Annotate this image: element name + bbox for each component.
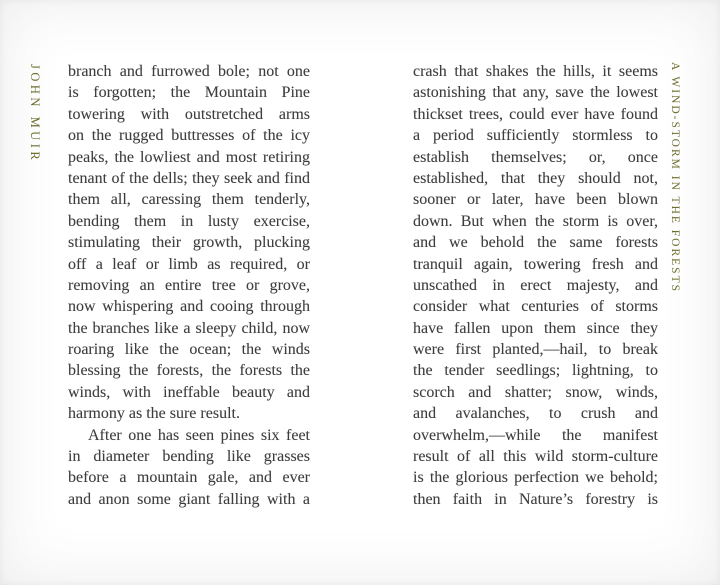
text-line: stimulating their growth, plucking (68, 234, 310, 252)
left-page-text-column (68, 61, 310, 510)
text-line: astonishing that any, save the lowest (413, 84, 658, 102)
text-line: tranquil again, towering fresh and (413, 255, 658, 273)
author-running-head: JOHN MUIR (28, 64, 42, 164)
text-line: result of all this wild storm-culture (413, 448, 658, 466)
text-line: overwhelm,—while the manifest (413, 426, 658, 444)
text-line: peaks, the lowliest and most retiring (68, 148, 310, 166)
text-line: crash that shakes the hills, it seems (413, 63, 658, 80)
right-page-text-column (413, 61, 658, 510)
text-line: towering with outstretched arms (68, 105, 310, 123)
text-line: the branches like a sleepy child, now (68, 319, 310, 337)
text-line: branch and furrowed bole; not one (68, 63, 310, 80)
text-line: on the rugged buttresses of the icy (68, 127, 310, 145)
text-line: a period sufficiently stormless to (413, 127, 658, 145)
text-line: bending them in lusty exercise, (68, 212, 310, 230)
text-line: were first planted,—hail, to break (413, 341, 658, 359)
chapter-running-head: A WIND-STORM IN THE FORESTS (669, 62, 681, 293)
text-line: consider what centuries of storms (413, 298, 658, 316)
text-line: them all, caressing them tenderly, (68, 191, 310, 209)
text-line: sooner or later, have been blown (413, 191, 658, 209)
text-line: is the glorious perfection we behold; (413, 469, 658, 487)
text-line: tenant of the dells; they seek and find (68, 169, 310, 187)
text-line: have fallen upon them since they (413, 319, 658, 337)
text-line: and we behold the same forests (413, 234, 658, 252)
text-line: and anon some giant falling with a (68, 490, 310, 508)
text-line: removing an entire tree or grove, (68, 276, 310, 294)
text-line: winds, with ineffable beauty and (68, 383, 310, 401)
text-line: roaring like the ocean; the winds (68, 341, 310, 359)
text-line: before a mountain gale, and ever (68, 469, 310, 487)
text-line: and avalanches, to crush and (413, 405, 658, 423)
text-line: down. But when the storm is over, (413, 212, 658, 230)
text-line: the tender seedlings; lightning, to (413, 362, 658, 380)
text-line: thickset trees, could ever have found (413, 105, 658, 123)
text-line: establish themselves; or, once (413, 148, 658, 166)
text-line: unscathed in erect majesty, and (413, 276, 658, 294)
text-line: off a leaf or limb as required, or (68, 255, 310, 273)
text-line-paragraph-end: harmony as the sure result. (68, 405, 240, 423)
text-line: in diameter bending like grasses (68, 448, 310, 466)
text-line: established, that they should not, (413, 169, 658, 187)
text-line: then faith in Nature’s forestry is (413, 490, 658, 508)
text-line-paragraph-start: After one has seen pines six feet (88, 426, 310, 444)
text-line: scorch and shatter; snow, winds, (413, 383, 658, 401)
text-line: now whispering and cooing through (68, 298, 310, 316)
text-line: is forgotten; the Mountain Pine (68, 84, 310, 102)
text-line: blessing the forests, the forests the (68, 362, 310, 380)
